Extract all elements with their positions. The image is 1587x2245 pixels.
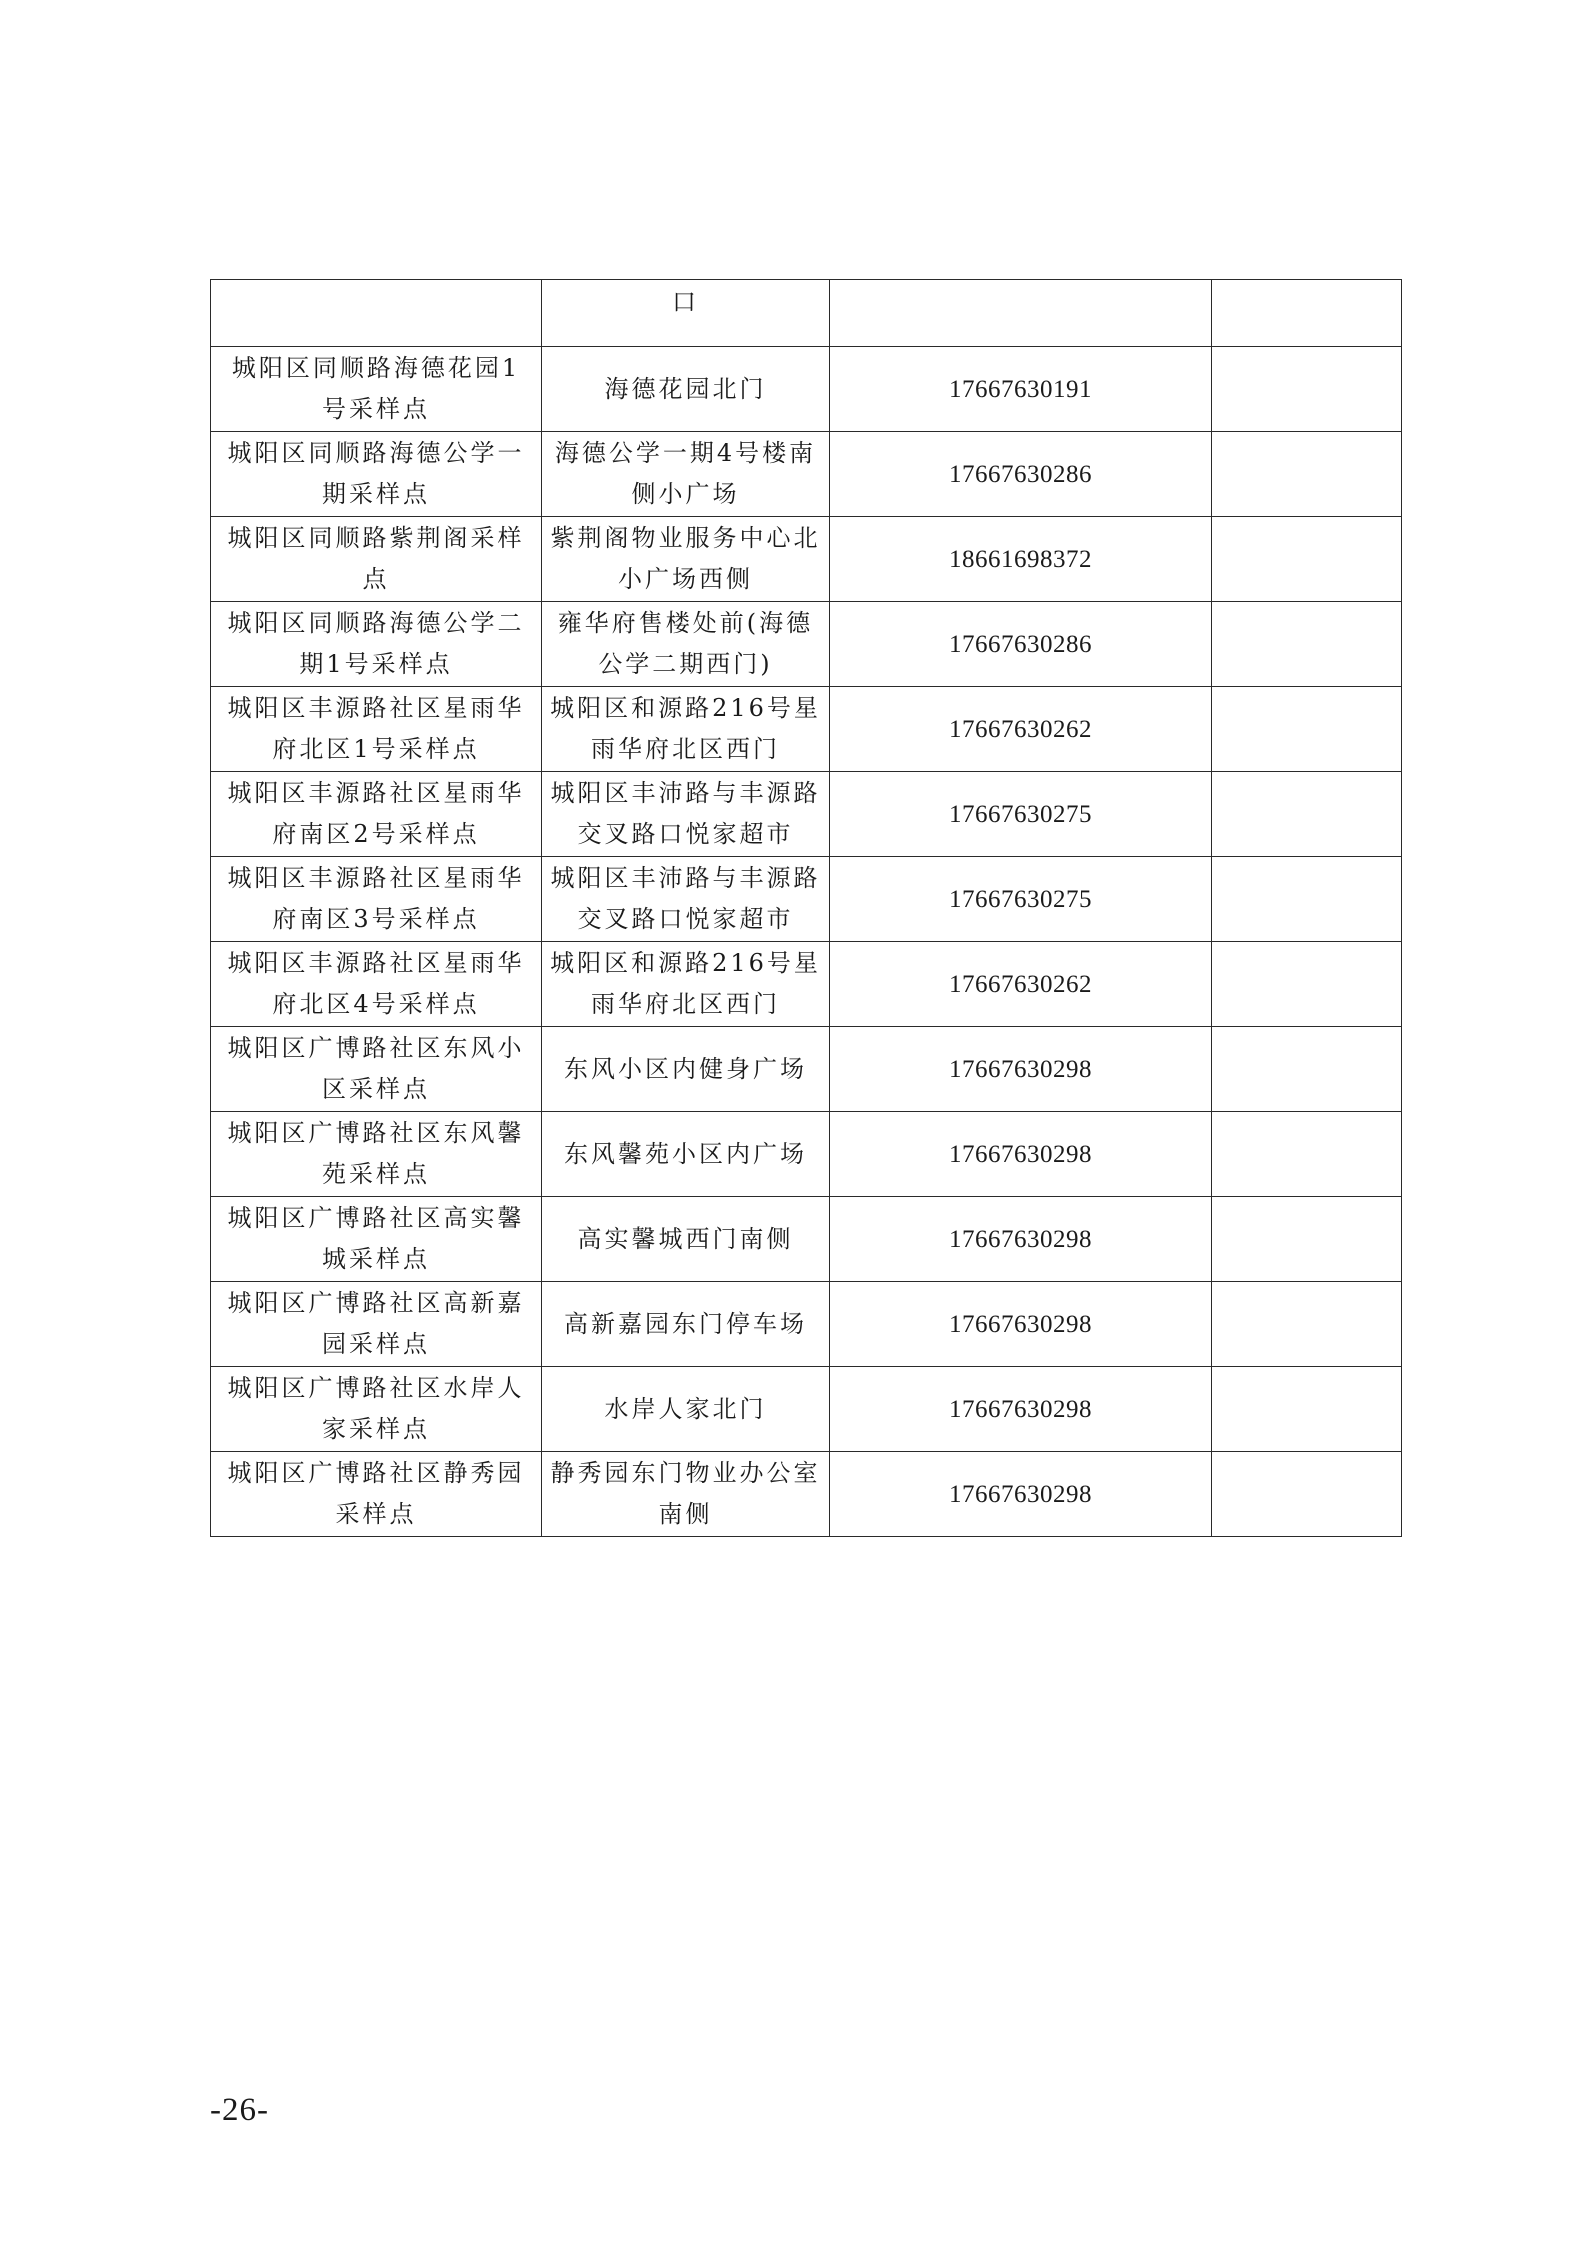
location-cell: 海德公学一期4号楼南侧小广场: [542, 432, 830, 517]
location-cell: 高新嘉园东门停车场: [542, 1282, 830, 1367]
site-cell: 城阳区广博路社区东风馨苑采样点: [211, 1112, 542, 1197]
note-cell: [1212, 1027, 1402, 1112]
phone-cell: 17667630298: [830, 1282, 1212, 1367]
site-cell: 城阳区广博路社区高新嘉园采样点: [211, 1282, 542, 1367]
phone-cell: 17667630298: [830, 1452, 1212, 1537]
site-cell: 城阳区丰源路社区星雨华府北区4号采样点: [211, 942, 542, 1027]
site-cell: 城阳区同顺路海德花园1号采样点: [211, 347, 542, 432]
phone-cell: 17667630286: [830, 432, 1212, 517]
sampling-sites-table: [210, 279, 1402, 1537]
phone-cell: 17667630275: [830, 772, 1212, 857]
location-cell: 静秀园东门物业办公室南侧: [542, 1452, 830, 1537]
phone-cell: 17667630275: [830, 857, 1212, 942]
page-number: -26-: [210, 2092, 269, 2128]
site-cell: 城阳区同顺路海德公学一期采样点: [211, 432, 542, 517]
location-cell: 口: [542, 280, 830, 347]
site-cell: 城阳区广博路社区水岸人家采样点: [211, 1367, 542, 1452]
note-cell: [1212, 517, 1402, 602]
location-cell: 城阳区和源路216号星雨华府北区西门: [542, 687, 830, 772]
site-cell: 城阳区广博路社区高实馨城采样点: [211, 1197, 542, 1282]
note-cell: [1212, 602, 1402, 687]
phone-cell: [830, 280, 1212, 347]
note-cell: [1212, 1197, 1402, 1282]
location-cell: 高实馨城西门南侧: [542, 1197, 830, 1282]
note-cell: [1212, 280, 1402, 347]
table-row: [211, 432, 1402, 517]
table-row: [211, 517, 1402, 602]
note-cell: [1212, 942, 1402, 1027]
location-cell: 紫荆阁物业服务中心北小广场西侧: [542, 517, 830, 602]
note-cell: [1212, 347, 1402, 432]
site-cell: 城阳区丰源路社区星雨华府南区3号采样点: [211, 857, 542, 942]
phone-cell: 17667630298: [830, 1367, 1212, 1452]
table-row: [211, 1282, 1402, 1367]
phone-cell: 17667630262: [830, 687, 1212, 772]
site-cell: 城阳区同顺路海德公学二期1号采样点: [211, 602, 542, 687]
phone-cell: 17667630298: [830, 1027, 1212, 1112]
phone-cell: 17667630298: [830, 1197, 1212, 1282]
table-row: [211, 1112, 1402, 1197]
note-cell: [1212, 1282, 1402, 1367]
table-row: [211, 1197, 1402, 1282]
site-cell: 城阳区丰源路社区星雨华府北区1号采样点: [211, 687, 542, 772]
note-cell: [1212, 687, 1402, 772]
site-cell: 城阳区同顺路紫荆阁采样点: [211, 517, 542, 602]
table-row: [211, 1367, 1402, 1452]
table-row: [211, 687, 1402, 772]
site-cell: [211, 280, 542, 347]
phone-cell: 18661698372: [830, 517, 1212, 602]
location-cell: 东风馨苑小区内广场: [542, 1112, 830, 1197]
phone-cell: 17667630286: [830, 602, 1212, 687]
table-row: [211, 772, 1402, 857]
phone-cell: 17667630298: [830, 1112, 1212, 1197]
location-cell: 城阳区丰沛路与丰源路交叉路口悦家超市: [542, 772, 830, 857]
site-cell: 城阳区广博路社区东风小区采样点: [211, 1027, 542, 1112]
phone-cell: 17667630191: [830, 347, 1212, 432]
note-cell: [1212, 1367, 1402, 1452]
table-row: [211, 602, 1402, 687]
note-cell: [1212, 857, 1402, 942]
table-body: [211, 280, 1402, 1537]
table-row: [211, 857, 1402, 942]
location-cell: 水岸人家北门: [542, 1367, 830, 1452]
location-cell: 城阳区丰沛路与丰源路交叉路口悦家超市: [542, 857, 830, 942]
site-cell: 城阳区丰源路社区星雨华府南区2号采样点: [211, 772, 542, 857]
site-cell: 城阳区广博路社区静秀园采样点: [211, 1452, 542, 1537]
location-cell: 城阳区和源路216号星雨华府北区西门: [542, 942, 830, 1027]
location-cell: 雍华府售楼处前(海德公学二期西门): [542, 602, 830, 687]
table-row: [211, 1452, 1402, 1537]
location-cell: 东风小区内健身广场: [542, 1027, 830, 1112]
continuation-row: [211, 280, 1402, 347]
note-cell: [1212, 1452, 1402, 1537]
note-cell: [1212, 772, 1402, 857]
table-row: [211, 347, 1402, 432]
location-cell: 海德花园北门: [542, 347, 830, 432]
table-row: [211, 942, 1402, 1027]
note-cell: [1212, 432, 1402, 517]
phone-cell: 17667630262: [830, 942, 1212, 1027]
table-row: [211, 1027, 1402, 1112]
note-cell: [1212, 1112, 1402, 1197]
